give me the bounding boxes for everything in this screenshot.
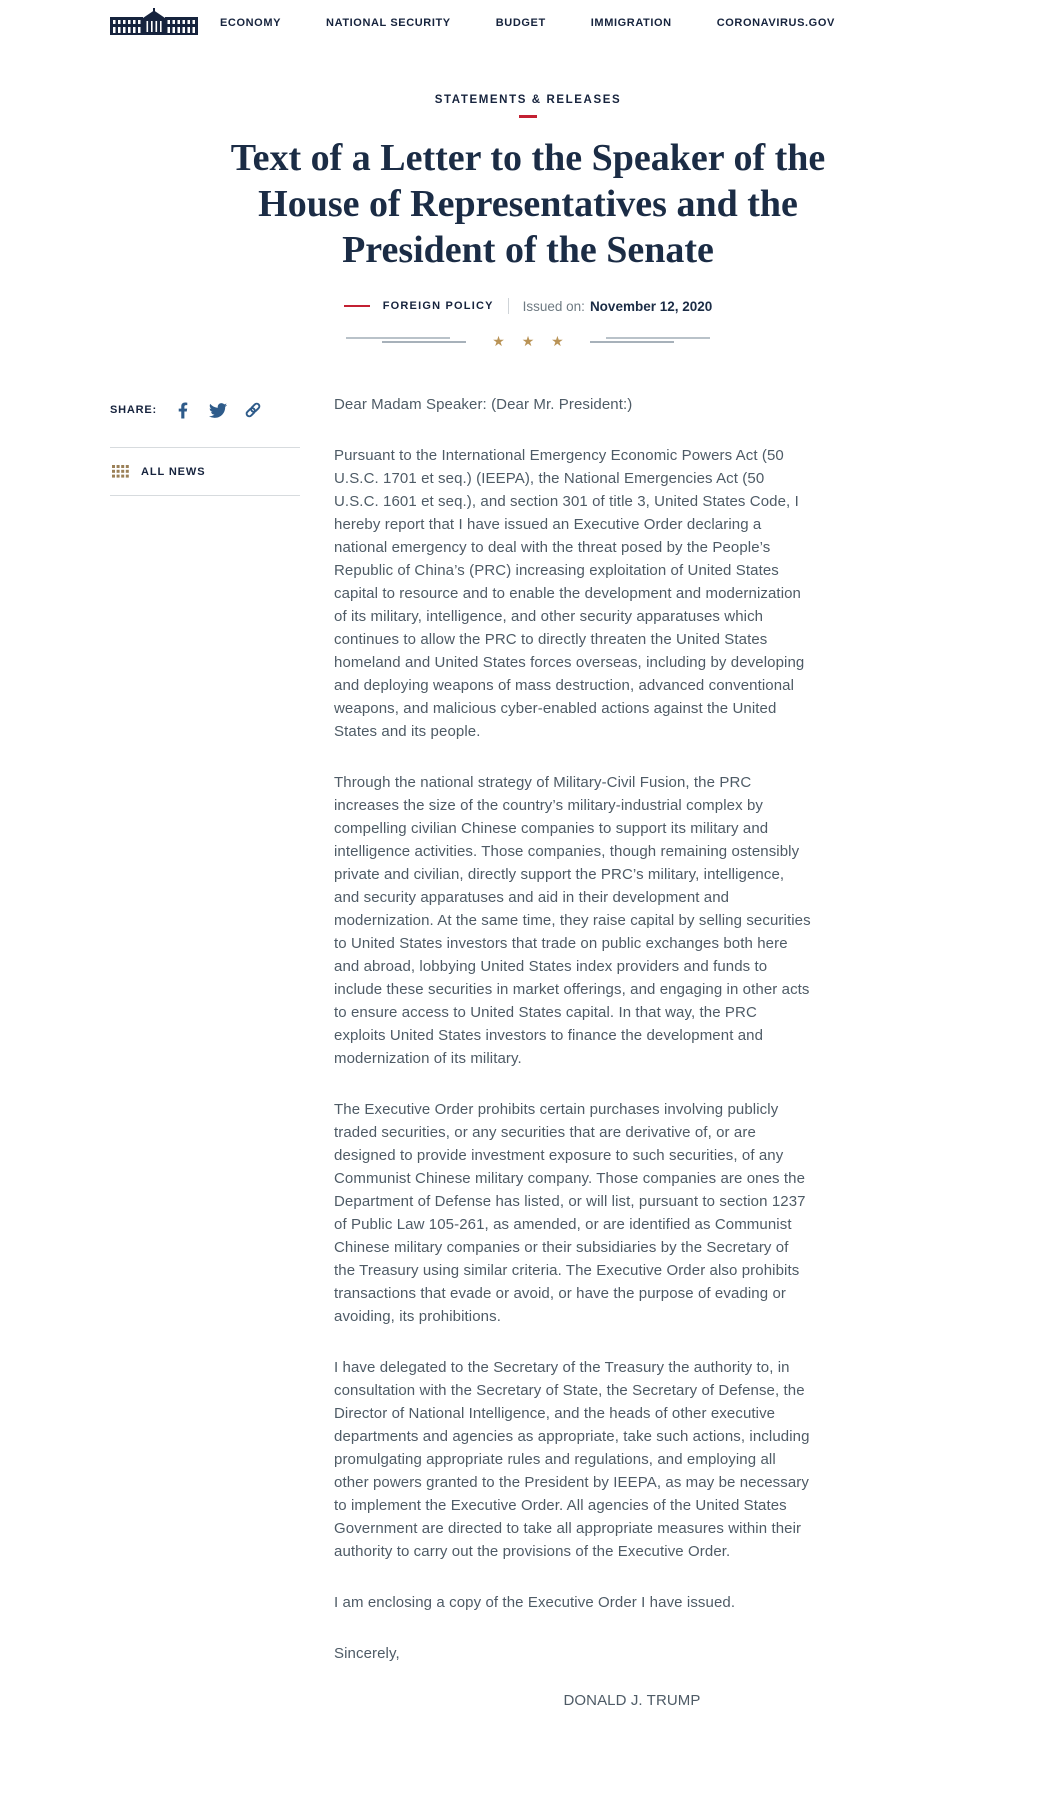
- letter-body: [334, 393, 812, 1740]
- nav-item-coronavirus[interactable]: CORONAVIRUS.GOV: [716, 16, 835, 29]
- article-header: [0, 90, 1056, 347]
- twitter-share-button[interactable]: [209, 401, 227, 419]
- divider-lines-right: [590, 337, 710, 345]
- red-dash: [344, 305, 370, 307]
- white-house-logo-icon[interactable]: [110, 8, 198, 38]
- copy-link-button[interactable]: [244, 401, 262, 419]
- letter-salutation: Dear Madam Speaker: (Dear Mr. President:): [334, 396, 633, 413]
- letter-signature: DONALD J. TRUMP: [563, 1692, 701, 1709]
- letter-closing: Sincerely,: [334, 1645, 400, 1662]
- all-news-label: ALL NEWS: [141, 465, 206, 478]
- all-news-button[interactable]: [110, 448, 300, 495]
- letter-paragraph: I have delegated to the Secretary of the Treasury the authority to, in consultation with the Secretary of State, the Secretary of Defense, the Director of National Intelligence, and the heads of other executive departments and agencies as appropriate, take such actions, including promulgating appropriate rules and regulations, and employing all other powers granted to the President by IEEPA, as may be necessary to implement the Executive Order. All agencies of the United States Government are directed to take all appropriate measures within their authority to carry out the provisions of the Executive Order.: [334, 1359, 810, 1560]
- nav-item-national-security[interactable]: NATIONAL SECURITY: [326, 16, 451, 29]
- share-row: [110, 399, 300, 421]
- article-meta: [0, 298, 1056, 314]
- stars-icon: ★ ★ ★: [492, 333, 564, 349]
- letter-paragraph: Through the national strategy of Military-Civil Fusion, the PRC increases the size of the country’s military-industrial complex by compelling civilian Chinese companies to support its military and intelligence activities. Those companies, though remaining ostensibly private and civilian, directly support the PRC’s military, intelligence, and security apparatuses and aid in their development and modernization. At the same time, they raise capital by selling securities to United States investors that trade on public exchanges both here and abroad, lobbying United States index providers and funds to include these securities in market offerings, and engaging in other acts to ensure access to United States capital. In that way, the PRC exploits United States investors to finance the development and modernization of its military.: [334, 774, 811, 1067]
- sidebar-divider-bottom: [110, 495, 300, 496]
- share-label: SHARE:: [110, 404, 157, 416]
- star-divider: [0, 335, 1056, 347]
- sidebar: [110, 393, 300, 1740]
- letter-enclosure: I am enclosing a copy of the Executive Order I have issued.: [334, 1594, 736, 1611]
- facebook-share-button[interactable]: [174, 401, 192, 419]
- page-title: Text of a Letter to the Speaker of the House of Representatives and the President of the Senate: [230, 137, 826, 271]
- category-underline: [519, 115, 537, 118]
- grid-icon: [112, 465, 129, 478]
- nav-item-immigration[interactable]: IMMIGRATION: [590, 16, 672, 29]
- content-area: [0, 393, 1056, 1820]
- nav-item-economy[interactable]: ECONOMY: [220, 16, 282, 29]
- category-link[interactable]: STATEMENTS & RELEASES: [434, 94, 622, 106]
- issued-on-label: Issued on:: [522, 298, 585, 314]
- nav-menu: [220, 17, 835, 29]
- meta-divider: [508, 298, 509, 314]
- issued-date: November 12, 2020: [589, 298, 713, 314]
- letter-paragraph: The Executive Order prohibits certain purchases involving publicly traded securities, or any securities that are derivative of, or are designed to provide investment exposure to such securities, of any Communist Chinese military company. Those companies are ones the Department of Defense has listed, or will list, pursuant to section 1237 of Public Law 105-261, as amended, or are identified as Communist Chinese military companies or their subsidiaries by the Secretary of the Treasury using similar criteria. The Executive Order also prohibits transactions that evade or avoid, or have the purpose of evading or avoiding, its prohibitions.: [334, 1101, 806, 1325]
- divider-lines-left: [346, 337, 466, 345]
- top-navigation: [0, 0, 1056, 40]
- topic-link[interactable]: FOREIGN POLICY: [382, 300, 494, 312]
- nav-item-budget[interactable]: BUDGET: [495, 16, 546, 29]
- letter-paragraph: Pursuant to the International Emergency Economic Powers Act (50 U.S.C. 1701 et seq.) (IEEPA), the National Emergencies Act (50 U.S.C. 1601 et seq.), and section 301 of title 3, United States Code, I hereby report that I have issued an Executive Order declaring a national emergency to deal with the threat posed by the People’s Republic of China’s (PRC) increasing exploitation of United States capital to resource and to enable the development and modernization of its military, intelligence, and other security apparatuses which continues to allow the PRC to directly threaten the United States homeland and United States forces overseas, including by developing and deploying weapons of mass destruction, advanced conventional weapons, and malicious cyber-enabled actions against the United States and its people.: [334, 447, 805, 740]
